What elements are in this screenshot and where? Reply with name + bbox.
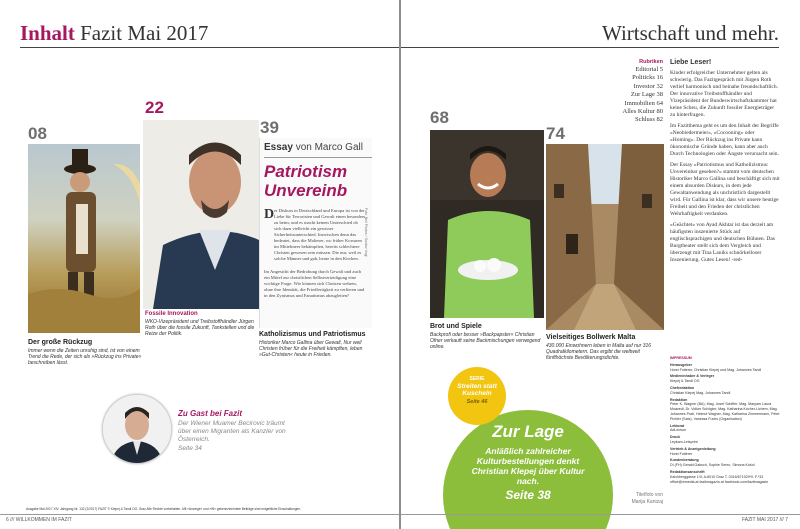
- impressum-text: Christian Klepej Mag. Johannes Tandl: [670, 390, 731, 395]
- editorial-column: [670, 58, 780, 264]
- left-footer-credits: Ausgabe Mai 2017 XIV. Jahrgang Nr. 132 (2/2017) FAZIT © Klepej & Tandl OG, Graz Alle Rechte vorbehalten. Mit »Anzeige« und »W« gekennzeichnete Beiträge sind entgeltliche Einschaltungen.: [26, 507, 301, 511]
- item-74-text: 430.000 Einwohnern leben in Malta auf nur 316 Quadratkilometern. Das ergibt die weltweit fünfthöchste Bevölkerungsdichte.: [546, 343, 652, 361]
- essay-photo-credit: Foto: Beil Photos / Gustav Vogl: [364, 208, 368, 257]
- essay-paragraph-2: Im Angesicht der Bedrohung durch Gewalt und auch ein Mittel zur christlichen Selbstverteidigung eine wichtige Frage. Wie können sich Christen wehren, ohne ihre Identität, die Friedfertigkeit zu verlieren und in den Zynismus und Fanatismus abzugleiten?: [264, 269, 365, 298]
- impressum-block: [670, 356, 780, 361]
- impressum: [670, 356, 780, 486]
- serie-badge: [448, 367, 506, 425]
- issue-title: Fazit Mai 2017: [80, 21, 209, 45]
- header-rule-right: [401, 47, 779, 48]
- page-number-39: 39: [260, 118, 279, 137]
- essay-headline-2: Unvereinb: [264, 181, 348, 200]
- rubrik-item: Schluss 82: [635, 116, 663, 124]
- editorial-paragraph: Kinder erfolgreicher Unternehmer gelten als schwierig. Das Fazitgespräch mit Jürgen Roth verlief harmonisch und beinahe freundschaftlich. Der innovative Treibstoffhändler und Vizepräsident der Bundeswirtschaftskammer hat keine Scheu, die Zukunft fossiler Energieträger zu hinterfragen.: [670, 70, 778, 118]
- right-folio: FAZIT MAI 2017 /// 7: [741, 517, 788, 523]
- left-folio: 6 /// WILLKOMMEN IM FAZIT: [6, 517, 72, 523]
- impressum-block: [670, 424, 780, 434]
- serie-label: SERIE: [469, 376, 485, 382]
- impressum-heading: Druck: [670, 435, 681, 440]
- left-header: [20, 21, 208, 45]
- impressum-block: [670, 435, 780, 445]
- impressum-heading: Lektorat: [670, 423, 685, 428]
- titelfoto-name: Marija Kanizaj: [631, 499, 663, 505]
- essay-rule: [264, 157, 372, 158]
- rubrik-item: Alles Kultur 80: [622, 108, 663, 116]
- impressum-heading: Medieninhaber & Verleger: [670, 374, 715, 379]
- guest-avatar: [102, 394, 172, 464]
- titelfoto-label: Titelfoto von: [635, 492, 663, 498]
- impressum-text: Horst Futterer: [670, 451, 693, 456]
- item-08-text: Immer wenn die Zeiten unruhig sind, ist von einem Trend die Rede, der sich als »Rückzug ins Private« beschreiben lässt.: [28, 348, 142, 366]
- zur-lage-title: Zur Lage: [492, 422, 564, 441]
- impressum-heading: Redaktion: [670, 397, 688, 402]
- item-68-text: Backprofi oder besser »Backpapster« Christian Ofner verkauft seine Backmischungen verwegend online.: [430, 332, 541, 350]
- item-74-title: Vielseitiges Bollwerk Malta: [546, 334, 636, 341]
- essay-paragraph-1: er Diskurs in Deutschland und Europa ist von der Liebe für Terroristen und Gewalt einen besonders zu beim; und es macht keinen Unterschied ob sich dazu vielleicht ein gewisser Sicherheitsunterschied. Inzwischen denn das bedeutet, dass die Malteser, wo früher Korsaren im Mittelmeer bekämpften, bereits schlechtere Christen gewesen sein müssen. Die nur, weil es solche Männer und gab, heute in den Kirchen.: [274, 208, 366, 261]
- section-title: Wirtschaft und mehr.: [601, 21, 779, 45]
- item-68-title: Brot und Spiele: [430, 323, 482, 330]
- impressum-heading: Redaktionsanschrift: [670, 469, 705, 474]
- item-22-label: Fossile Innovation: [145, 311, 198, 317]
- malta-image: [546, 144, 664, 330]
- editorial-paragraph: »Geächtet« von Ayad Akhtar ist das derzeit am häufigsten inszenierte Stück auf englischsprachigen und deutschen Bühnen. Das Burgtheater stellt sich dem Vergleich und überzeugt mit Tina Laniks schnörkelloser Inszenierung. Gutes Lesen! -red-: [670, 222, 775, 263]
- header-rule: [20, 47, 399, 48]
- item-39-title: Katholizismus und Patriotismus: [259, 331, 366, 338]
- item-22-text: WKO-Vizepräsident und Treibstoffhändler Jürgen Roth über die fossile Zukunft, Tankstellen und die Reize der Politik.: [145, 319, 255, 337]
- essay-headline-1: Patriotism: [264, 162, 348, 181]
- zur-lage-badge: [443, 410, 613, 529]
- impressum-block: [670, 374, 780, 384]
- impressum-heading: IMPRESSUM: [670, 356, 692, 360]
- editorial-paragraph: Im Fazitthema geht es um den Inhalt der Begriffe »Neobiedermeier«, »Cocooning« oder »Homing«. Der Rückzug ins Private kann ökonomische Gründe haben, kann aber auch Durch Technologien oder Ängste verursacht sein.: [670, 123, 779, 157]
- impressum-block: [670, 398, 780, 422]
- impressum-block: [670, 386, 780, 396]
- page-number-74: 74: [546, 124, 565, 143]
- serie-line-1: Streiten statt: [457, 383, 497, 390]
- impressum-block: [670, 458, 780, 468]
- essay-dropcap: D: [264, 207, 275, 222]
- rubriken-title: Rubriken: [639, 59, 663, 65]
- guest-text: Der Wiener Muamer Becirovic träumt über einen Migranten als Kanzler von Österreich.: [178, 420, 286, 443]
- impressum-block: [670, 447, 780, 457]
- serie-page: Seite 46: [466, 399, 488, 405]
- rubriken-list: [603, 58, 663, 125]
- guest-page: Seite 34: [178, 445, 202, 452]
- rubrik-item: Zur Lage 38: [630, 91, 663, 99]
- impressum-text: Kalchberggasse 1/II, A-8010 Graz T. 0316/671929*0. F.*33 office@wmedia.at fazitmagazin.at facebook.com/fazitmagazin: [670, 474, 769, 484]
- rubrik-item: Immobilien 64: [624, 99, 663, 107]
- titelfoto-credit: [619, 492, 663, 506]
- essay-byline: von Marco Gall: [295, 142, 363, 153]
- editorial-greeting: Liebe Leser!: [670, 59, 712, 66]
- impressum-heading: Herausgeber: [670, 362, 692, 367]
- essay-kicker: Essay: [264, 142, 293, 153]
- item-39-text: Historiker Marco Gallina über Gewalt, Nur weil Christen früher für die Freiheit kämpften, leben »Gut-Christen« heute in Frieden.: [259, 340, 363, 358]
- baker-image: [430, 130, 544, 318]
- right-page: [401, 0, 800, 529]
- rubrik-item: Investor 32: [633, 82, 663, 90]
- impressum-heading: Kundenberatung: [670, 458, 699, 463]
- impressum-text: AdLectum: [670, 428, 687, 433]
- footer-rule-right: [401, 514, 800, 515]
- zur-lage-page: Seite 38: [505, 488, 551, 502]
- impressum-block: [670, 470, 780, 484]
- essay-preview: [259, 138, 372, 328]
- impressum-text: Peter K. Wagner (BA), Mag. Josef Schiffer, Mag. Maryam Laura Moazedi, Dr. Volker Schögler, Mag. Katharina Kocher-Lichem, Mag. Johannes Pratl, Helmut Wagner, Mag. Katharina Zimmermann, Peter Pichler (Satz), Vanessa Fuchs (Organisation): [670, 402, 780, 421]
- portrait-roth-image: [143, 120, 259, 309]
- rubrik-item: Editorial 5: [635, 66, 663, 73]
- page-number-08: 08: [28, 124, 47, 143]
- page-number-22: 22: [145, 98, 164, 117]
- zur-lage-text: Anläßlich zahlreicher Kulturbestellungen denkt Christian Klepej über Kultur nach.: [471, 446, 585, 486]
- page-number-68: 68: [430, 108, 449, 127]
- inhalt-label: Inhalt: [20, 21, 75, 45]
- impressum-text: Klepej & Tandl OG: [670, 379, 700, 384]
- left-page: [0, 0, 399, 529]
- rubrik-item: Politicks 16: [632, 74, 663, 82]
- impressum-text: Horst Futterer, Christian Klepej und Mag. Johannes Tandl: [670, 367, 762, 372]
- impressum-block: [670, 363, 780, 373]
- serie-line-2: Kuscheln: [462, 390, 492, 397]
- essay-kicker-line: [264, 142, 363, 153]
- impressum-heading: Chefredaktion: [670, 385, 695, 390]
- editorial-paragraph: Der Essay »Patriotismus und Katholizismus: Unvereinbar gesehen?« stammt vom deutschen Historiker Marco Gallina und beschäftigt sich mit einem absurden Diskurs, in dem jede Gewaltanwendung als unchristlich dargestellt wird. Für Gallina ist klar, dass wir unsere heutige Freiheit und den Frieden der christlichen Wehrhaftigkeit verdanken.: [670, 162, 780, 217]
- item-08-title: Der große Rückzug: [28, 339, 93, 346]
- footer-rule-left: [0, 514, 399, 515]
- impressum-heading: Vertrieb & Anzeigenleitung: [670, 446, 716, 451]
- impressum-text: Leykam-Letsprint: [670, 439, 698, 444]
- impressum-text: DI (FH) Gerald Gaksch, Sophie Serec, Simona Kokol: [670, 463, 755, 468]
- painting-image: [28, 144, 140, 333]
- guest-title: Zu Gast bei Fazit: [178, 409, 243, 418]
